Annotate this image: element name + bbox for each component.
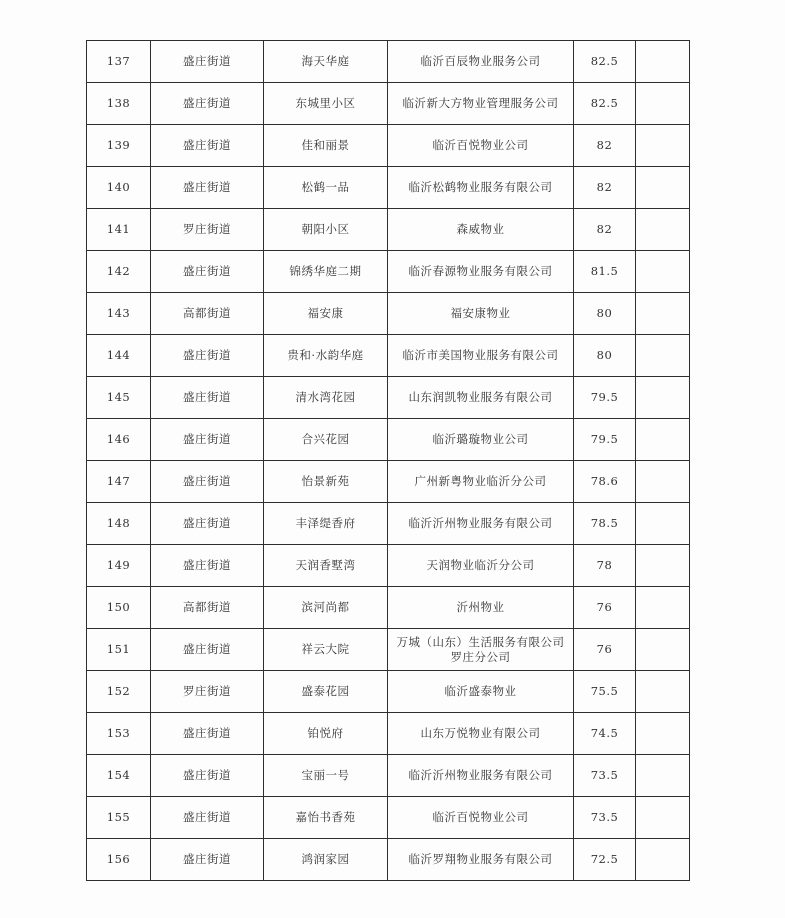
cell-street: 盛庄街道 — [151, 797, 264, 839]
table-row — [87, 503, 690, 545]
company-line: 临沂百悦物业公司 — [432, 810, 529, 824]
cell-company — [388, 797, 574, 839]
cell-company — [388, 293, 574, 335]
cell-score: 73.5 — [574, 755, 636, 797]
cell-number: 137 — [87, 41, 151, 83]
company-line: 临沂盛泰物业 — [444, 684, 517, 698]
cell-community: 丰泽缇香府 — [264, 503, 388, 545]
cell-note — [636, 671, 690, 713]
cell-street: 盛庄街道 — [151, 755, 264, 797]
cell-company — [388, 713, 574, 755]
cell-score: 78.5 — [574, 503, 636, 545]
cell-street: 盛庄街道 — [151, 461, 264, 503]
company-line: 山东润凯物业服务有限公司 — [408, 390, 553, 404]
cell-score: 75.5 — [574, 671, 636, 713]
cell-score: 74.5 — [574, 713, 636, 755]
cell-company — [388, 419, 574, 461]
table-row — [87, 167, 690, 209]
table-row — [87, 671, 690, 713]
cell-street: 盛庄街道 — [151, 377, 264, 419]
cell-community: 福安康 — [264, 293, 388, 335]
property-score-table — [86, 40, 690, 881]
cell-number: 140 — [87, 167, 151, 209]
cell-score: 72.5 — [574, 839, 636, 881]
cell-number: 150 — [87, 587, 151, 629]
cell-street: 盛庄街道 — [151, 125, 264, 167]
company-line: 临沂百悦物业公司 — [432, 138, 529, 152]
cell-note — [636, 629, 690, 671]
cell-number: 156 — [87, 839, 151, 881]
cell-number: 151 — [87, 629, 151, 671]
cell-note — [636, 251, 690, 293]
table-row — [87, 545, 690, 587]
cell-note — [636, 41, 690, 83]
company-line: 福安康物业 — [450, 306, 511, 320]
cell-score: 80 — [574, 293, 636, 335]
cell-community: 天润香墅湾 — [264, 545, 388, 587]
cell-note — [636, 335, 690, 377]
table-row — [87, 419, 690, 461]
cell-number: 143 — [87, 293, 151, 335]
company-line: 临沂新大方物业管理服务公司 — [402, 96, 559, 110]
cell-score: 82 — [574, 167, 636, 209]
cell-community: 嘉怡书香苑 — [264, 797, 388, 839]
cell-company — [388, 335, 574, 377]
cell-street: 高都街道 — [151, 293, 264, 335]
company-line: 临沂罗翔物业服务有限公司 — [408, 852, 553, 866]
cell-street: 盛庄街道 — [151, 167, 264, 209]
company-line: 广州新粤物业临沂分公司 — [414, 474, 547, 488]
company-line: 万城（山东）生活服务有限公司 — [396, 634, 565, 649]
cell-community: 东城里小区 — [264, 83, 388, 125]
cell-note — [636, 545, 690, 587]
company-line: 临沂市美国物业服务有限公司 — [402, 348, 559, 362]
cell-community: 盛泰花园 — [264, 671, 388, 713]
cell-number: 141 — [87, 209, 151, 251]
cell-street: 盛庄街道 — [151, 713, 264, 755]
table-row — [87, 629, 690, 671]
cell-community: 朝阳小区 — [264, 209, 388, 251]
cell-number: 148 — [87, 503, 151, 545]
table-row — [87, 293, 690, 335]
table-row — [87, 797, 690, 839]
cell-score: 81.5 — [574, 251, 636, 293]
cell-community: 松鹤一品 — [264, 167, 388, 209]
cell-note — [636, 293, 690, 335]
cell-number: 154 — [87, 755, 151, 797]
cell-note — [636, 209, 690, 251]
company-line: 临沂松鹤物业服务有限公司 — [408, 180, 553, 194]
table-row — [87, 41, 690, 83]
cell-company — [388, 671, 574, 713]
cell-note — [636, 83, 690, 125]
cell-score: 79.5 — [574, 377, 636, 419]
cell-company — [388, 83, 574, 125]
cell-score: 78.6 — [574, 461, 636, 503]
company-line: 临沂沂州物业服务有限公司 — [408, 516, 553, 530]
cell-street: 盛庄街道 — [151, 83, 264, 125]
cell-note — [636, 797, 690, 839]
company-line: 临沂春源物业服务有限公司 — [408, 264, 553, 278]
cell-note — [636, 461, 690, 503]
cell-street: 罗庄街道 — [151, 209, 264, 251]
cell-note — [636, 419, 690, 461]
table-row — [87, 209, 690, 251]
cell-community: 宝丽一号 — [264, 755, 388, 797]
cell-number: 153 — [87, 713, 151, 755]
cell-number: 149 — [87, 545, 151, 587]
cell-note — [636, 503, 690, 545]
table-row — [87, 461, 690, 503]
company-line: 沂州物业 — [456, 600, 505, 614]
cell-score: 79.5 — [574, 419, 636, 461]
cell-number: 155 — [87, 797, 151, 839]
cell-score: 73.5 — [574, 797, 636, 839]
cell-street: 盛庄街道 — [151, 545, 264, 587]
cell-company — [388, 839, 574, 881]
company-line: 森威物业 — [456, 222, 505, 236]
cell-community: 鸿润家园 — [264, 839, 388, 881]
cell-score: 76 — [574, 587, 636, 629]
cell-note — [636, 125, 690, 167]
cell-score: 82 — [574, 209, 636, 251]
cell-score: 78 — [574, 545, 636, 587]
table-row — [87, 839, 690, 881]
table-row — [87, 83, 690, 125]
company-line: 罗庄分公司 — [450, 649, 511, 664]
cell-number: 146 — [87, 419, 151, 461]
cell-street: 盛庄街道 — [151, 503, 264, 545]
table-body — [87, 41, 690, 881]
cell-note — [636, 755, 690, 797]
company-line: 山东万悦物业有限公司 — [420, 726, 541, 740]
cell-company — [388, 461, 574, 503]
cell-community: 贵和·水韵华庭 — [264, 335, 388, 377]
cell-company — [388, 41, 574, 83]
table-row — [87, 377, 690, 419]
cell-community: 怡景新苑 — [264, 461, 388, 503]
cell-community: 铂悦府 — [264, 713, 388, 755]
cell-note — [636, 839, 690, 881]
cell-community: 滨河尚都 — [264, 587, 388, 629]
cell-number: 139 — [87, 125, 151, 167]
table-row — [87, 755, 690, 797]
company-line: 临沂沂州物业服务有限公司 — [408, 768, 553, 782]
cell-number: 142 — [87, 251, 151, 293]
table-row — [87, 125, 690, 167]
cell-number: 145 — [87, 377, 151, 419]
cell-company — [388, 377, 574, 419]
cell-company — [388, 587, 574, 629]
cell-street: 高都街道 — [151, 587, 264, 629]
cell-street: 盛庄街道 — [151, 419, 264, 461]
cell-community: 祥云大院 — [264, 629, 388, 671]
cell-number: 138 — [87, 83, 151, 125]
cell-company — [388, 251, 574, 293]
cell-company — [388, 503, 574, 545]
cell-street: 盛庄街道 — [151, 251, 264, 293]
cell-company — [388, 545, 574, 587]
cell-street: 罗庄街道 — [151, 671, 264, 713]
cell-number: 147 — [87, 461, 151, 503]
table-row — [87, 713, 690, 755]
cell-company — [388, 629, 574, 671]
table-row — [87, 587, 690, 629]
company-line: 临沂百辰物业服务公司 — [420, 54, 541, 68]
table-row — [87, 251, 690, 293]
cell-note — [636, 587, 690, 629]
table-row — [87, 335, 690, 377]
company-line: 临沂璐璇物业公司 — [432, 432, 529, 446]
cell-score: 82 — [574, 125, 636, 167]
cell-company — [388, 167, 574, 209]
cell-street: 盛庄街道 — [151, 629, 264, 671]
cell-note — [636, 377, 690, 419]
cell-street: 盛庄街道 — [151, 41, 264, 83]
cell-note — [636, 713, 690, 755]
cell-number: 152 — [87, 671, 151, 713]
company-line: 天润物业临沂分公司 — [426, 558, 535, 572]
cell-number: 144 — [87, 335, 151, 377]
cell-community: 锦绣华庭二期 — [264, 251, 388, 293]
cell-score: 82.5 — [574, 41, 636, 83]
cell-score: 82.5 — [574, 83, 636, 125]
cell-company — [388, 125, 574, 167]
cell-community: 合兴花园 — [264, 419, 388, 461]
cell-company — [388, 755, 574, 797]
cell-company — [388, 209, 574, 251]
cell-street: 盛庄街道 — [151, 335, 264, 377]
cell-community: 佳和丽景 — [264, 125, 388, 167]
cell-score: 80 — [574, 335, 636, 377]
cell-community: 海天华庭 — [264, 41, 388, 83]
cell-score: 76 — [574, 629, 636, 671]
cell-community: 清水湾花园 — [264, 377, 388, 419]
cell-note — [636, 167, 690, 209]
cell-street: 盛庄街道 — [151, 839, 264, 881]
